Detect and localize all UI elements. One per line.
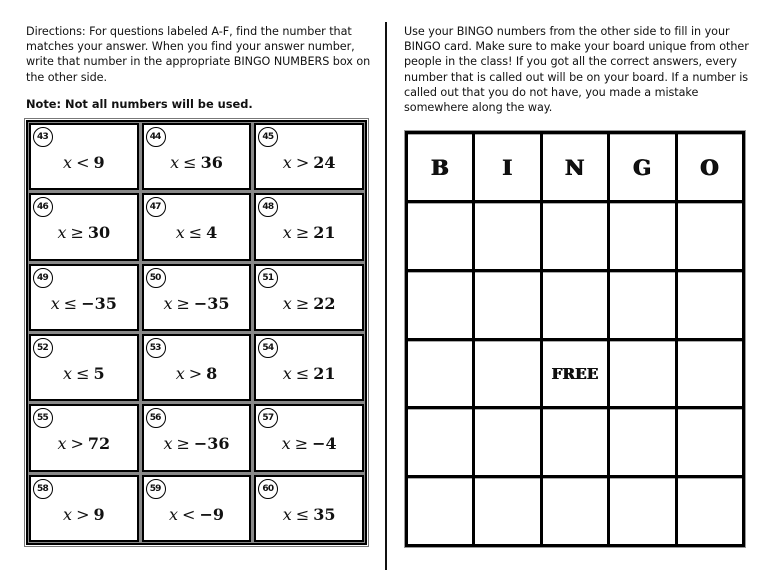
inequality-value: 21 bbox=[313, 364, 336, 383]
bingo-header-b: B bbox=[408, 134, 472, 200]
problem-cell bbox=[254, 334, 364, 401]
problem-cell bbox=[142, 475, 252, 542]
bingo-number-cell[interactable] bbox=[475, 272, 539, 338]
directions-text: Directions: For questions labeled A-F, find the number that matches your answer. When you find your answer number, write that number in the appropriate BINGO NUMBERS box on the other side. bbox=[26, 25, 371, 84]
inequality-operator: > bbox=[76, 504, 90, 524]
bingo-number-cell[interactable] bbox=[610, 409, 674, 475]
inequality-expression bbox=[31, 364, 137, 383]
bingo-number-cell[interactable] bbox=[475, 341, 539, 407]
inequality-expression bbox=[144, 223, 250, 242]
inequality-operator: ≤ bbox=[188, 223, 203, 243]
bingo-number-cell[interactable] bbox=[543, 478, 607, 544]
bingo-header-g: G bbox=[610, 134, 674, 200]
inequality-operator: ≥ bbox=[294, 434, 309, 454]
problem-number-badge: 52 bbox=[33, 338, 53, 358]
inequality-expression bbox=[144, 364, 250, 383]
inequality-value: −4 bbox=[312, 434, 337, 454]
inequality-variable: x bbox=[169, 504, 179, 524]
problem-number-badge: 46 bbox=[33, 197, 53, 217]
inequality-value: 22 bbox=[313, 293, 336, 313]
bingo-free-space: FREE bbox=[543, 341, 607, 407]
problem-cell bbox=[142, 193, 252, 260]
inequality-expression bbox=[256, 223, 362, 242]
bingo-number-cell[interactable] bbox=[408, 341, 472, 407]
inequality-expression bbox=[31, 223, 137, 242]
bingo-number-cell[interactable] bbox=[475, 409, 539, 475]
problem-cell bbox=[254, 475, 364, 542]
problem-cell bbox=[29, 264, 139, 331]
note-text: Note: Not all numbers will be used. bbox=[26, 97, 253, 111]
inequality-value: 21 bbox=[313, 223, 336, 243]
bingo-instructions-text: Use your BINGO numbers from the other side to fill in your BINGO card. Make sure to make your board unique from other people in the class! If you got all the correct answers, every number that is called out will be on your board. If a number is called out that you do not have, you made a mistake somewhere along the way. bbox=[404, 25, 749, 115]
problem-number-badge: 51 bbox=[258, 268, 278, 288]
bingo-number-cell[interactable] bbox=[408, 478, 472, 544]
inequality-value: 9 bbox=[93, 504, 105, 524]
problem-number-badge: 59 bbox=[146, 479, 166, 499]
inequality-operator: ≥ bbox=[176, 434, 190, 454]
inequality-expression bbox=[256, 505, 362, 524]
problem-cell bbox=[254, 404, 364, 471]
problem-cell bbox=[29, 475, 139, 542]
problem-number-badge: 54 bbox=[258, 338, 278, 358]
problem-cell bbox=[254, 193, 364, 260]
problem-cell bbox=[142, 334, 252, 401]
bingo-number-cell[interactable] bbox=[610, 341, 674, 407]
inequality-expression bbox=[256, 153, 362, 172]
problem-number-badge: 50 bbox=[146, 268, 166, 288]
inequality-variable: x bbox=[282, 153, 292, 172]
inequality-variable: x bbox=[282, 223, 292, 243]
bingo-number-cell[interactable] bbox=[543, 409, 607, 475]
inequality-variable: x bbox=[175, 223, 185, 243]
inequality-operator: ≤ bbox=[295, 364, 310, 383]
inequality-operator: > bbox=[295, 153, 310, 172]
bingo-header-o: O bbox=[678, 134, 742, 200]
problem-number-badge: 58 bbox=[33, 479, 53, 499]
problem-cell bbox=[142, 404, 252, 471]
inequality-variable: x bbox=[282, 364, 292, 383]
inequality-variable: x bbox=[175, 364, 185, 383]
bingo-header-i: I bbox=[475, 134, 539, 200]
inequality-value: 30 bbox=[87, 223, 111, 243]
inequality-expression bbox=[144, 153, 250, 172]
bingo-number-cell[interactable] bbox=[408, 272, 472, 338]
problem-number-badge: 47 bbox=[146, 197, 166, 217]
inequality-value: 35 bbox=[313, 504, 336, 524]
inequality-value: 4 bbox=[206, 223, 218, 243]
inequality-value: 36 bbox=[200, 153, 223, 172]
inequality-value: −36 bbox=[193, 434, 230, 454]
inequality-variable: x bbox=[57, 434, 67, 454]
inequality-value: 24 bbox=[313, 153, 336, 172]
inequality-expression bbox=[256, 364, 362, 383]
inequality-operator: ≤ bbox=[76, 364, 90, 383]
bingo-number-cell[interactable] bbox=[678, 478, 742, 544]
bingo-number-cell[interactable] bbox=[408, 203, 472, 269]
inequality-variable: x bbox=[63, 153, 73, 172]
inequality-expression bbox=[256, 434, 362, 453]
inequality-variable: x bbox=[57, 223, 67, 243]
inequality-variable: x bbox=[63, 364, 73, 383]
inequality-operator: > bbox=[188, 364, 203, 383]
problem-number-badge: 57 bbox=[258, 408, 278, 428]
inequality-value: 8 bbox=[206, 364, 218, 383]
inequality-operator: ≤ bbox=[63, 293, 78, 313]
problem-cell bbox=[29, 404, 139, 471]
bingo-number-cell[interactable] bbox=[678, 203, 742, 269]
inequality-value: 5 bbox=[93, 364, 105, 383]
bingo-number-cell[interactable] bbox=[475, 478, 539, 544]
bingo-number-cell[interactable] bbox=[610, 478, 674, 544]
inequality-variable: x bbox=[163, 293, 173, 313]
bingo-number-cell[interactable] bbox=[610, 203, 674, 269]
bingo-number-cell[interactable] bbox=[543, 272, 607, 338]
bingo-number-cell[interactable] bbox=[543, 203, 607, 269]
problem-cell bbox=[142, 264, 252, 331]
problem-number-badge: 53 bbox=[146, 338, 166, 358]
page-divider bbox=[385, 22, 387, 570]
inequality-operator: < bbox=[76, 153, 90, 172]
inequality-variable: x bbox=[63, 504, 73, 524]
inequality-operator: ≥ bbox=[176, 293, 190, 313]
inequality-expression bbox=[31, 505, 137, 524]
inequality-operator: ≤ bbox=[183, 153, 197, 172]
inequality-value: 9 bbox=[93, 153, 105, 172]
bingo-card bbox=[404, 130, 746, 548]
problem-number-badge: 60 bbox=[258, 479, 278, 499]
inequality-value: −35 bbox=[81, 293, 117, 313]
inequality-expression bbox=[31, 153, 137, 172]
problem-number-badge: 55 bbox=[33, 408, 53, 428]
inequality-value: −35 bbox=[193, 293, 230, 313]
inequality-operator: ≥ bbox=[295, 223, 310, 243]
problem-cell bbox=[254, 123, 364, 190]
inequality-expression bbox=[144, 294, 250, 313]
problem-cell bbox=[29, 334, 139, 401]
inequality-value: 72 bbox=[87, 434, 111, 454]
problem-cell bbox=[254, 264, 364, 331]
inequality-operator: ≥ bbox=[295, 293, 310, 313]
problem-number-badge: 45 bbox=[258, 127, 278, 147]
problem-number-badge: 56 bbox=[146, 408, 166, 428]
inequality-variable: x bbox=[163, 434, 173, 454]
inequality-variable: x bbox=[282, 293, 292, 313]
inequality-variable: x bbox=[281, 434, 291, 454]
bingo-number-cell[interactable] bbox=[678, 409, 742, 475]
inequality-expression bbox=[256, 294, 362, 313]
inequality-operator: ≥ bbox=[70, 223, 84, 243]
inequality-operator: < bbox=[182, 504, 196, 524]
bingo-number-cell[interactable] bbox=[408, 409, 472, 475]
bingo-number-cell[interactable] bbox=[610, 272, 674, 338]
bingo-number-cell[interactable] bbox=[678, 341, 742, 407]
inequality-operator: ≤ bbox=[295, 504, 310, 524]
problem-number-badge: 44 bbox=[146, 127, 166, 147]
inequality-variable: x bbox=[282, 504, 292, 524]
inequality-value: −9 bbox=[199, 504, 224, 524]
inequality-expression bbox=[144, 434, 250, 453]
problem-number-badge: 49 bbox=[33, 268, 53, 288]
problem-cell bbox=[29, 123, 139, 190]
bingo-header-n: N bbox=[543, 134, 607, 200]
problem-cell bbox=[29, 193, 139, 260]
inequality-variable: x bbox=[170, 153, 180, 172]
bingo-number-cell[interactable] bbox=[475, 203, 539, 269]
inequality-operator: > bbox=[70, 434, 84, 454]
inequality-variable: x bbox=[50, 293, 60, 313]
inequality-expression bbox=[31, 434, 137, 453]
problem-number-badge: 43 bbox=[33, 127, 53, 147]
inequality-expression bbox=[144, 505, 250, 524]
problem-answer-grid bbox=[26, 120, 367, 545]
inequality-expression bbox=[31, 294, 137, 313]
problem-number-badge: 48 bbox=[258, 197, 278, 217]
bingo-number-cell[interactable] bbox=[678, 272, 742, 338]
problem-cell bbox=[142, 123, 252, 190]
